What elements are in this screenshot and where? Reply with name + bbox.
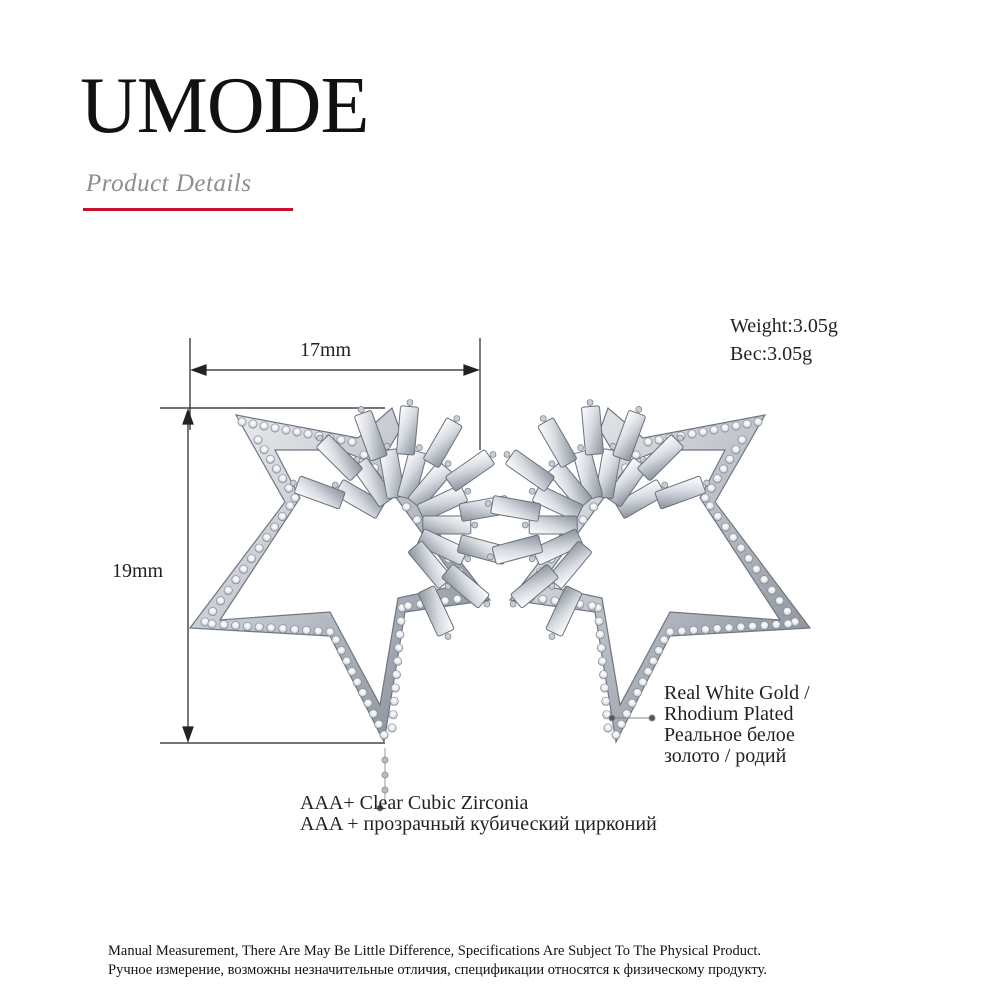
pave-stone [666,628,674,636]
metal-en-line-2: Rhodium Plated [664,703,794,725]
pave-stone [263,533,271,541]
pave-stone [737,623,745,631]
pave-stone [348,438,356,446]
pave-stone [270,523,278,531]
pave-stone [732,446,740,454]
height-label: 19mm [112,560,164,582]
pave-stone [710,426,718,434]
pave-stone [748,622,756,630]
left-star-earring [190,400,515,743]
baguette-stone [505,449,555,491]
pave-stone [768,586,776,594]
pave-stone [326,628,334,636]
pave-stone [260,422,268,430]
pave-stone [644,668,652,676]
pave-stone [699,428,707,436]
baguette-stone [423,417,463,468]
prong [662,482,668,488]
pave-stone [364,699,372,707]
pave-stone [389,711,397,719]
prong [677,435,683,441]
stone-en: AAA+ Clear Cubic Zirconia [300,792,529,814]
pave-stone [279,475,287,483]
brand-logo: UMODE [80,62,369,150]
pave-stone [713,475,721,483]
pave-stone [649,657,657,665]
baguette-stone [294,476,345,509]
prong [484,601,490,607]
pave-stone [208,620,216,628]
pave-stone [760,576,768,584]
prong [529,488,535,494]
prong [472,522,478,528]
pave-stone [784,620,792,628]
metal-callout [664,683,810,767]
pave-stone [413,516,421,524]
prong [487,554,493,560]
pave-stone [224,586,232,594]
pave-stone [291,494,299,502]
baguette-stone [655,476,706,509]
pave-stone [604,724,612,732]
pave-stone [390,697,398,705]
disclaimer-en: Manual Measurement, There Are May Be Little Difference, Specifications Are Subject To The Physical Product. [108,943,762,959]
pave-stone [598,657,606,665]
pave-stone [216,597,224,605]
pave-stone [599,671,607,679]
pave-stone [706,502,714,510]
pave-stone [249,420,257,428]
pave-stone [760,621,768,629]
prong [465,488,471,494]
pave-stone [260,446,268,454]
pave-stone [290,625,298,633]
pave-stone [729,533,737,541]
prong [636,406,642,412]
pave-stone [721,523,729,531]
prong [510,601,516,607]
pave-stone [737,544,745,552]
pave-stone [678,627,686,635]
pave-stone [279,625,287,633]
prong [454,416,460,422]
pave-stone [243,622,251,630]
pave-stone [254,436,262,444]
pave-stone [713,625,721,633]
pave-stone [343,657,351,665]
pave-stone [286,502,294,510]
pave-stone [612,731,620,739]
prong [407,400,413,406]
pave-stone [628,699,636,707]
pave-stone [623,710,631,718]
pave-stone [255,623,263,631]
pave-stone [348,668,356,676]
pave-stone [232,576,240,584]
pave-stone [743,420,751,428]
pave-stone [395,644,403,652]
pave-stone [744,555,752,563]
pave-stone [701,494,709,502]
metal-ru-line-1: Реальное белое [664,724,795,746]
pave-stone [579,516,587,524]
baguette-stone [538,417,578,468]
weight-label-ru: Вес:3.05g [730,343,813,365]
prong [529,556,535,562]
prong [358,406,364,412]
pave-stone [369,710,377,718]
prong [416,445,422,451]
pave-stone [725,624,733,632]
prong [317,435,323,441]
pave-stone [701,625,709,633]
pave-stone [278,512,286,520]
baguette-stone [445,449,495,491]
pave-stone [617,720,625,728]
pave-stone [353,678,361,686]
pave-stone [359,689,367,697]
pave-stone [595,617,603,625]
metal-en-line-1: Real White Gold / [664,682,810,704]
pave-stone [588,602,596,610]
pave-stone [304,430,312,438]
pave-stone [738,436,746,444]
pave-stone [302,626,310,634]
pave-stone [314,627,322,635]
pave-stone [655,646,663,654]
pave-stone [391,684,399,692]
pave-stone [597,644,605,652]
pave-stone [783,607,791,615]
pave-stone [396,631,404,639]
disclaimer-ru: Ручное измерение, возможны незначительные отличия, спецификации относятся к физическому продукту. [108,962,767,978]
stone-callout [300,793,657,835]
pave-stone [239,565,247,573]
prong [587,400,593,406]
pave-stone [397,617,405,625]
pave-stone [639,678,647,686]
baguette-stone [396,406,418,455]
pave-stone [209,607,217,615]
pave-stone [754,418,762,426]
pave-stone [247,555,255,563]
pave-stone [375,720,383,728]
prong [540,416,546,422]
pave-stone [732,422,740,430]
pave-stone [404,602,412,610]
pave-stone [601,684,609,692]
pave-stone [721,424,729,432]
pave-stone [293,428,301,436]
pave-stone [220,621,228,629]
prong [465,556,471,562]
pave-stone [772,621,780,629]
pave-stone [282,426,290,434]
pave-stone [453,595,461,603]
prong [504,452,510,458]
prong [549,634,555,640]
pave-stone [660,636,668,644]
pave-stone [402,503,410,511]
pave-stone [271,424,279,432]
pave-stone [332,636,340,644]
pave-stone [255,544,263,552]
pave-stone [231,621,239,629]
pave-stone [644,438,652,446]
prong [490,452,496,458]
pave-stone [688,430,696,438]
prong [704,480,710,486]
metal-ru-line-2: золото / родий [664,745,787,767]
prong [522,522,528,528]
pave-stone [392,671,400,679]
pave-stone [596,631,604,639]
pave-stone [380,731,388,739]
pave-stone [719,465,727,473]
prong [485,501,491,507]
pave-stone [238,418,246,426]
prong [445,634,451,640]
pave-stone [539,595,547,603]
pave-stone [775,597,783,605]
pave-stone [337,646,345,654]
pave-stone [393,657,401,665]
weight-label-en: Weight:3.05g [730,315,838,337]
width-label: 17mm [300,339,352,361]
pave-stone [602,697,610,705]
pave-stone [714,512,722,520]
baguette-stone [581,406,603,455]
prong [290,480,296,486]
pave-stone [388,724,396,732]
stone-ru: AAA + прозрачный кубический цирконий [300,813,657,835]
pave-stone [752,565,760,573]
product-details-subtitle: Product Details [86,170,252,197]
footer-disclaimer [108,942,767,980]
pave-stone [267,624,275,632]
prong [549,461,555,467]
pave-stone [689,626,697,634]
pave-stone [272,465,280,473]
prong [578,445,584,451]
prong [445,461,451,467]
prong [332,482,338,488]
pave-stone [589,503,597,511]
pave-stone [633,689,641,697]
pave-stone [266,455,274,463]
pave-stone [726,455,734,463]
